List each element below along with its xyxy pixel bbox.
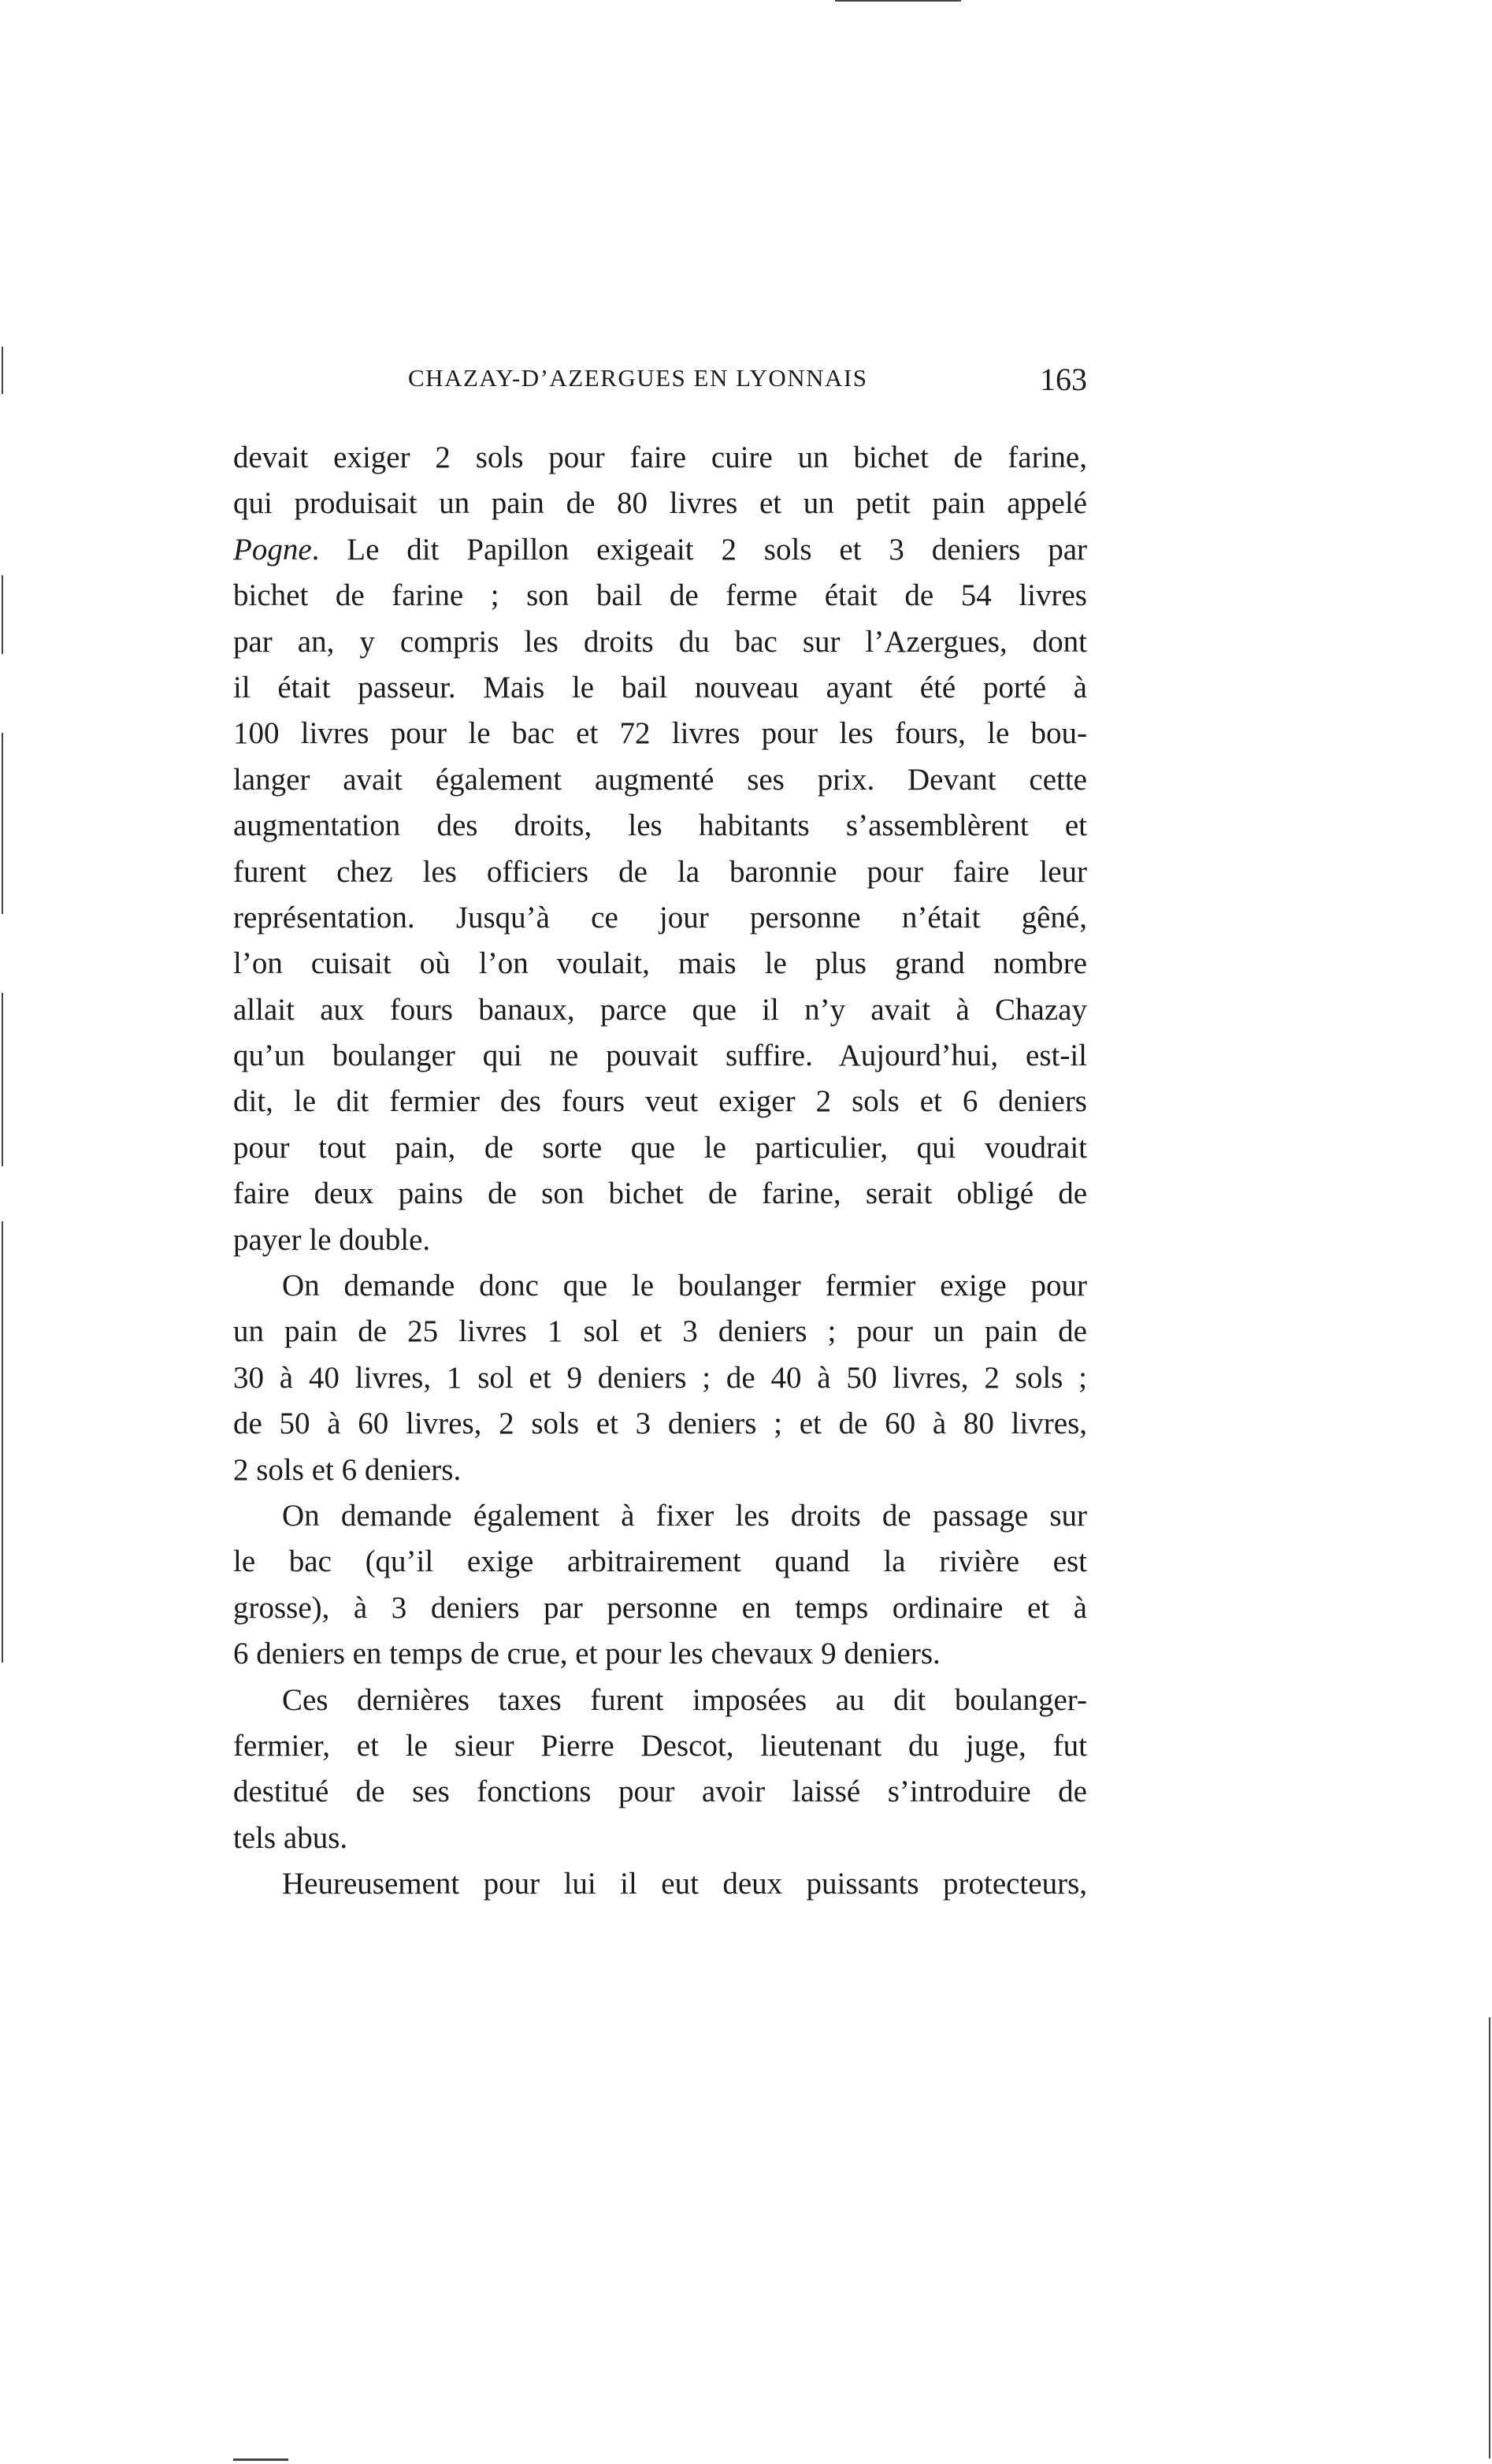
text-line: Ces dernières taxes furent imposées au dit boulanger- <box>282 1682 1087 1717</box>
paragraph <box>233 1263 1087 1493</box>
text-line: fermier, et le sieur Pierre Descot, lieutenant du juge, fut <box>233 1728 1087 1763</box>
scan-edge-mark <box>2 1221 3 1663</box>
text-line: devait exiger 2 sols pour faire cuire un bichet de farine, <box>233 440 1087 474</box>
text-line: grosse), à 3 deniers par personne en temps ordinaire et à <box>233 1590 1087 1625</box>
text-line: Pogne. Le dit Papillon exigeait 2 sols et 3 deniers par <box>233 532 1087 567</box>
scan-edge-mark <box>835 0 961 2</box>
text-line: 100 livres pour le bac et 72 livres pour les fours, le bou- <box>233 716 1087 751</box>
text-line: langer avait également augmenté ses prix. Devant cette <box>233 762 1087 797</box>
text-line: de 50 à 60 livres, 2 sols et 3 deniers ; et de 60 à 80 livres, <box>233 1407 1087 1441</box>
text-line: le bac (qu’il exige arbitrairement quand la rivière est <box>233 1544 1087 1579</box>
scan-edge-mark <box>2 733 3 914</box>
text-line: représentation. Jusqu’à ce jour personne n’était gêné, <box>233 900 1087 935</box>
text-line: Heureusement pour lui il eut deux puissants protecteurs, <box>282 1867 1087 1901</box>
text-line: 2 sols et 6 deniers. <box>233 1452 462 1487</box>
text-line: faire deux pains de son bichet de farine, serait obligé de <box>233 1176 1087 1211</box>
scan-edge-mark <box>1489 2017 1490 2458</box>
page-header <box>233 364 1087 403</box>
paragraph <box>233 1678 1087 1862</box>
scan-edge-mark <box>233 2458 288 2461</box>
text-line: bichet de farine ; son bail de ferme était de 54 livres <box>233 578 1087 613</box>
scan-edge-mark <box>2 575 3 654</box>
text-line: augmentation des droits, les habitants s’assemblèrent et <box>233 808 1087 843</box>
text-line: On demande donc que le boulanger fermier exige pour <box>282 1269 1087 1303</box>
text-line: 6 deniers en temps de crue, et pour les chevaux 9 deniers. <box>233 1637 941 1671</box>
body-text <box>233 435 1087 1908</box>
text-line: qui produisait un pain de 80 livres et un petit pain appelé <box>233 486 1087 521</box>
text-line: payer le double. <box>233 1222 431 1257</box>
text-line: furent chez les officiers de la baronnie pour faire leur <box>233 854 1087 889</box>
text-line: tels abus. <box>233 1820 348 1855</box>
text-line: qu’un boulanger qui ne pouvait suffire. Aujourd’hui, est-il <box>233 1039 1087 1073</box>
text-line: destitué de ses fonctions pour avoir laissé s’introduire de <box>233 1775 1087 1809</box>
text-line: allait aux fours banaux, parce que il n’y avait à Chazay <box>233 992 1087 1027</box>
text-line: On demande également à fixer les droits de passage sur <box>282 1498 1087 1533</box>
text-line: un pain de 25 livres 1 sol et 3 deniers ; pour un pain de <box>233 1314 1087 1349</box>
scan-edge-mark <box>2 347 3 394</box>
text-line: il était passeur. Mais le bail nouveau ayant été porté à <box>233 670 1087 704</box>
page-number: 163 <box>1040 362 1087 397</box>
text-line: dit, le dit fermier des fours veut exiger 2 sols et 6 deniers <box>233 1084 1087 1119</box>
paragraph <box>233 1861 1087 1907</box>
running-title: CHAZAY-D’AZERGUES EN LYONNAIS <box>408 364 868 392</box>
scan-edge-mark <box>2 993 3 1166</box>
italic-term: Pogne <box>233 532 312 567</box>
text-line: par an, y compris les droits du bac sur l’Azergues, dont <box>233 624 1087 659</box>
text-line: 30 à 40 livres, 1 sol et 9 deniers ; de 40 à 50 livres, 2 sols ; <box>233 1360 1087 1395</box>
paragraph <box>233 1493 1087 1678</box>
text-line: pour tout pain, de sorte que le particulier, qui voudrait <box>233 1130 1087 1165</box>
paragraph <box>233 435 1087 1263</box>
text-line: l’on cuisait où l’on voulait, mais le plus grand nombre <box>233 946 1087 981</box>
